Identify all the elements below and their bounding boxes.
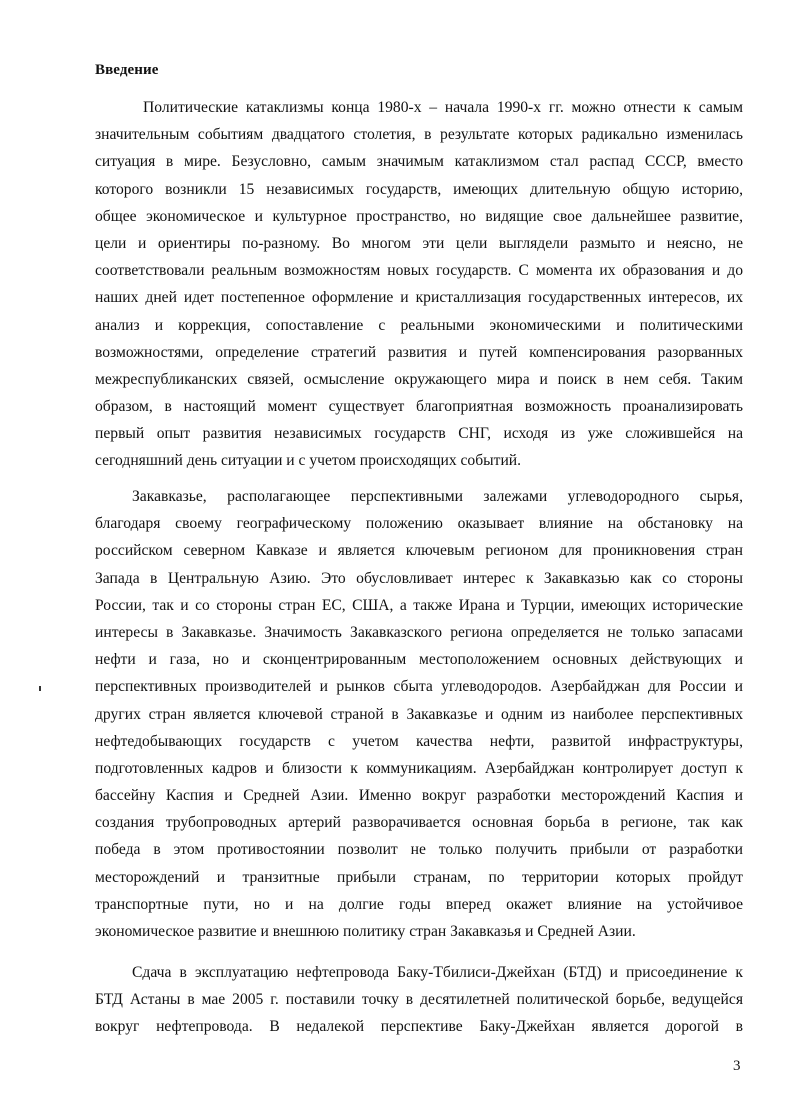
text-line: межреспубликанских связей, осмысление окружающего мира и поиск в нем себя. Таким	[95, 370, 743, 388]
text-line: подготовленных кадров и близости к коммуникациям. Азербайджан контролирует доступ к	[95, 759, 743, 777]
scan-speck	[39, 686, 41, 691]
text-line: бассейну Каспия и Средней Азии. Именно вокруг разработки месторождений Каспия и	[95, 787, 743, 805]
text-line: нефти и газа, но и сконцентрированным местоположением основных действующих и	[95, 651, 743, 669]
text-line: которого возникли 15 независимых государств, имеющих длительную общую историю,	[95, 180, 743, 198]
text-line: победа в этом противостоянии позволит не только получить прибыли от разработки	[95, 841, 743, 859]
text-line: создания трубопроводных артерий разворачивается основная борьба в регионе, так как	[95, 814, 743, 832]
text-line: Закавказье, располагающее перспективными залежами углеводородного сырья,	[132, 488, 743, 505]
text-line: ситуация в мире. Безусловно, самым значимым катаклизмом стал распад СССР, вместо	[95, 153, 743, 171]
text-line: цели и ориентиры по-разному. Во многом эти цели выглядели размыто и неясно, не	[95, 234, 743, 252]
text-line: перспективных производителей и рынков сбыта углеводородов. Азербайджан для России и	[95, 678, 743, 696]
text-line: наших дней идет постепенное оформление и кристаллизация государственных интересов, их	[95, 289, 743, 307]
text-line: возможностями, определение стратегий развития и путей компенсирования разорванных	[95, 343, 743, 361]
text-line: первый опыт развития независимых государств СНГ, исходя из уже сложившейся на	[95, 425, 743, 443]
paragraph-2	[95, 483, 743, 945]
text-line: России, так и со стороны стран ЕС, США, а также Ирана и Турции, имеющих исторические	[95, 596, 743, 614]
text-line: Политические катаклизмы конца 1980-х – начала 1990-х гг. можно отнести к самым	[143, 99, 743, 116]
text-line: интересы в Закавказье. Значимость Закавказского региона определяется не только запасами	[95, 623, 743, 641]
text-line: Сдача в эксплуатацию нефтепровода Баку-Тбилиси-Джейхан (БТД) и присоединение к	[132, 964, 743, 981]
paragraph-1	[95, 94, 743, 475]
paragraph-3	[95, 959, 743, 1041]
text-line: сегодняшний день ситуации и с учетом происходящих событий.	[95, 452, 522, 470]
text-line: БТД Астаны в мае 2005 г. поставили точку в десятилетней политической борьбе, ведущейся	[95, 991, 743, 1009]
text-line: общее экономическое и культурное пространство, но видящие свое дальнейшее развитие,	[95, 207, 743, 225]
text-line: Запада в Центральную Азию. Это обусловливает интерес к Закавказью как со стороны	[95, 569, 743, 587]
text-line: значительным событиям двадцатого столетия, в результате которых радикально изменилась	[95, 126, 743, 144]
text-line: благодаря своему географическому положению оказывает влияние на обстановку на	[95, 515, 743, 533]
text-line: транспортные пути, но и на долгие годы вперед окажет влияние на устойчивое	[95, 895, 743, 913]
section-heading: Введение	[95, 62, 159, 78]
text-line: анализ и коррекция, сопоставление с реальными экономическими и политическими	[95, 316, 743, 334]
text-line: экономическое развитие и внешнюю политику стран Закавказья и Средней Азии.	[95, 923, 636, 940]
text-line: других стран является ключевой страной в Закавказье и одним из наиболее перспективных	[95, 705, 743, 723]
text-line: образом, в настоящий момент существует благоприятная возможность проанализировать	[95, 398, 743, 416]
text-line: соответствовали реальным возможностям новых государств. С момента их образования и до	[95, 262, 743, 280]
text-line: нефтедобывающих государств с учетом качества нефти, развитой инфраструктуры,	[95, 732, 743, 750]
text-line: российском северном Кавказе и является ключевым регионом для проникновения стран	[95, 542, 743, 560]
text-line: вокруг нефтепровода. В недалекой перспективе Баку-Джейхан является дорогой в	[95, 1018, 743, 1036]
page-number: 3	[733, 1058, 741, 1074]
text-line: месторождений и транзитные прибыли странам, по территории которых пройдут	[95, 868, 743, 886]
